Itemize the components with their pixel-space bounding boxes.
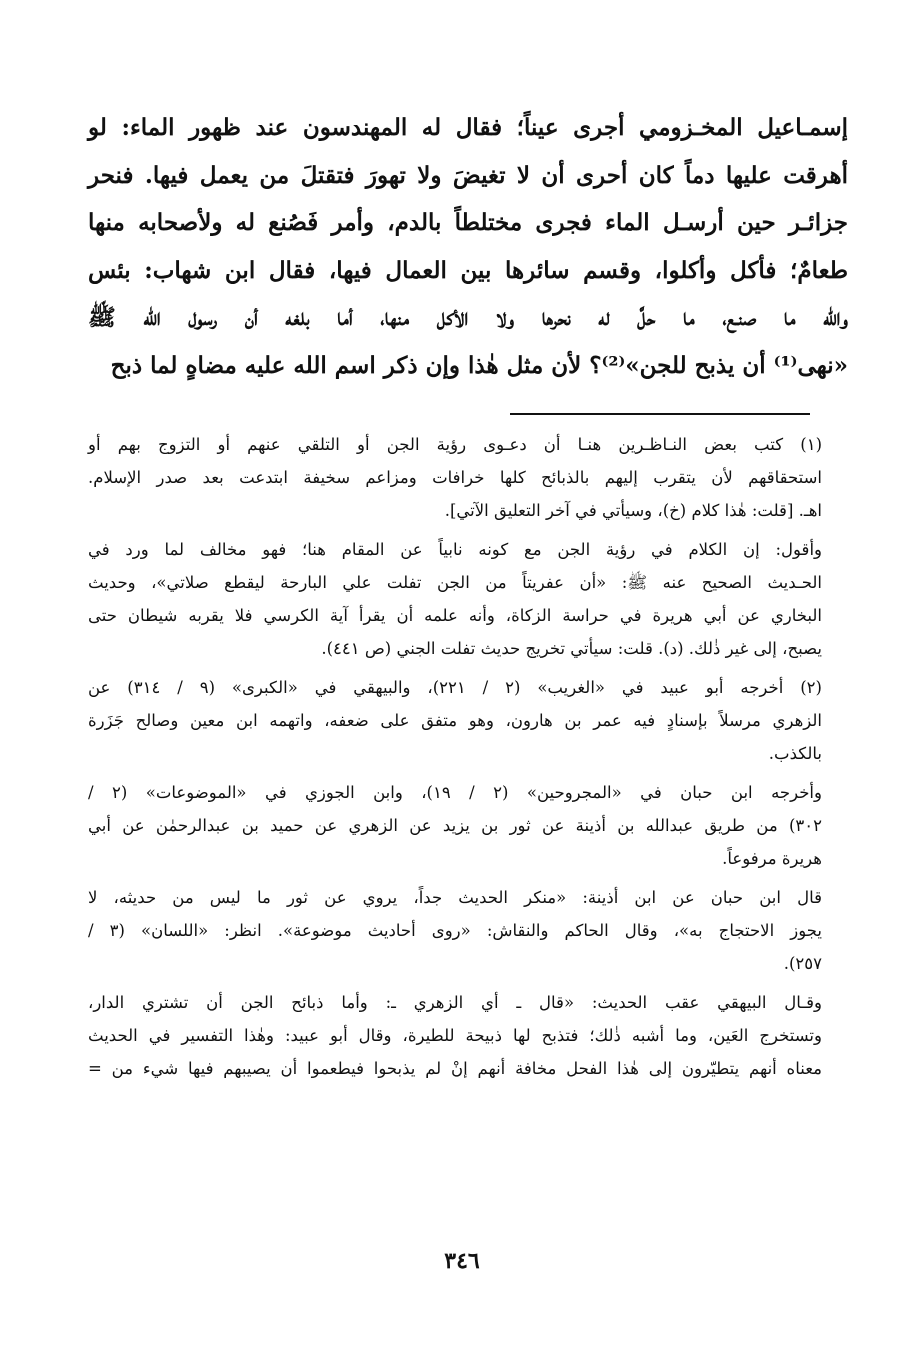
footnote-line: قال ابن حبان عن ابن أذينة: «منكر الحديث جداً، يروي عن ثور ما ليس من حديثه، لا bbox=[88, 888, 822, 907]
footnote-line: الزهري مرسلاً بإسنادٍ فيه عمر بن هارون، وهو متفق على ضعفه، واتهمه ابن معين وصالح جَزَرة bbox=[88, 711, 822, 730]
main-text-line: «نهى⁽¹⁾ أن يذبح للجن»⁽²⁾؟ لأن مثل هٰذا وإن ذكر اسم الله عليه مضاهٍ لما ذبح bbox=[110, 351, 848, 379]
footnote-line: الحـديث الصحيح عنه ﷺ: «أن عفريتاً من الجن تفلت علي البارحة ليقطع صلاتي»، وحديث bbox=[88, 573, 822, 592]
footnote-line: ٣٠٢) من طريق عبدالله بن أذينة عن ثور بن يزيد عن الزهري عن حميد بن عبدالرحمٰن عن أبي bbox=[88, 816, 822, 835]
main-text-line: جزائـر حين أرسـل الماء فجرى مختلطاً بالدم، وأمر فَصُنع له ولأصحابه منها bbox=[88, 209, 848, 236]
footnote-paragraph bbox=[88, 986, 848, 1085]
footnotes bbox=[88, 428, 848, 1091]
footnote-line: استحقاقهم لأن يتقرب إليهم بالذبائح كلها خرافات ومزاعم سخيفة ابتدعت بعد صدر الإسلام. bbox=[88, 468, 822, 487]
footnote-paragraph bbox=[88, 533, 848, 665]
footnote-paragraph bbox=[88, 428, 848, 527]
footnote-line: وأخرجه ابن حبان في «المجروحين» (٢ / ١٩)، وابن الجوزي في «الموضوعات» (٢ / bbox=[88, 783, 822, 802]
main-text bbox=[88, 104, 848, 389]
footnote-line: (١) كتب بعض النـاظـرين هنـا أن دعـوى رؤية الجن أو التلقي عنهم أو التزوج بهم أو bbox=[88, 435, 822, 454]
main-text-line: طعامٌ؛ فأكل وأكلوا، وقسم سائرها بين العمال فيها، فقال ابن شهاب: بئس bbox=[88, 256, 848, 284]
footnote-separator bbox=[510, 413, 810, 415]
footnote-line: يجوز الاحتجاج به»، وقال الحاكم والنقاش: «روى أحاديث موضوعة». انظر: «اللسان» (٣ / bbox=[88, 921, 822, 940]
footnote-paragraph bbox=[88, 881, 848, 980]
footnote-line: اهـ. [قلت: هٰذا كلام (خ)، وسيأتي في آخر التعليق الآتي]. bbox=[444, 501, 822, 520]
main-text-line: إسمـاعيل المخـزومي أجرى عيناً؛ فقال له المهندسون عند ظهور الماء: لو bbox=[88, 114, 848, 141]
footnote-line: بالكذب. bbox=[768, 744, 822, 763]
footnote-line: وأقول: إن الكلام في رؤية الجن مع كونه نابياً عن المقام هنا؛ فهو مخالف لما ورد في bbox=[88, 540, 822, 559]
page-number: ٣٤٦ bbox=[444, 1248, 480, 1274]
footnote-line: وتستخرج العَين، وما أشبه ذٰلك؛ فتذبح لها ذبيحة للطيرة، وقال أبو عبيد: وهٰذا التفسير في الحديث bbox=[88, 1026, 822, 1045]
footnote-line: البخاري عن أبي هريرة في حراسة الزكاة، وأنه علمه أن يقرأ آية الكرسي فلا يقربه شيطان حتى bbox=[88, 606, 822, 625]
footnote-paragraph bbox=[88, 671, 848, 770]
footnote-line: معناه أنهم يتطيّرون إلى هٰذا الفحل مخافة أنهم إنْ لم يذبحوا فيطعموا أن يصيبهم فيها شيء من = bbox=[88, 1059, 822, 1078]
footnote-line: (٢) أخرجه أبو عبيد في «الغريب» (٢ / ٢٢١)، والبيهقي في «الكبرى» (٩ / ٣١٤) عن bbox=[88, 678, 822, 697]
footnote-line: ٢٥٧). bbox=[783, 954, 822, 973]
footnote-line: يصبح، إلى غير ذٰلك. (د). قلت: سيأتي تخريج حديث تفلت الجني (ص ٤٤١). bbox=[321, 639, 822, 658]
footnote-paragraph bbox=[88, 776, 848, 875]
footnote-line: هريرة مرفوعاً. bbox=[722, 849, 822, 868]
main-text-line: والله ما صنـع، ما حلَّ له نحرها ولا الأكل منها، أما بلغه أن رسول الله ﷺ bbox=[88, 304, 848, 331]
footnote-line: وقـال البيهقي عقب الحديث: «قال ـ أي الزهري ـ: وأما ذبائح الجن أن تشتري الدار، bbox=[88, 993, 822, 1012]
main-text-line: أهرقت عليها دماً كان أحرى أن لا تغيضَ ولا تهورَ فتقتلَ من يعمل فيها. فنحر bbox=[88, 161, 848, 189]
